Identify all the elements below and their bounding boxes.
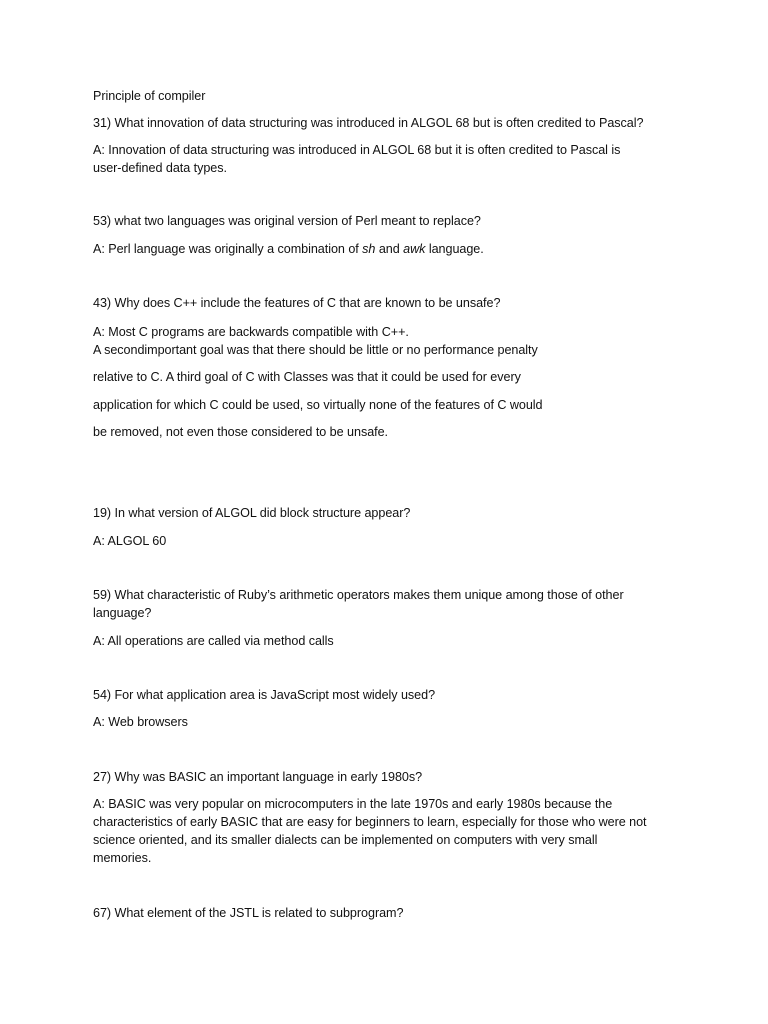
answer-31-line-2: user-defined data types. (93, 161, 227, 175)
question-59 (93, 586, 683, 622)
answer-54: A: Web browsers (93, 715, 188, 729)
answer-53-awk: awk (403, 242, 426, 256)
question-67: 67) What element of the JSTL is related to subprogram? (93, 906, 404, 920)
question-53: 53) what two languages was original version of Perl meant to replace? (93, 214, 481, 228)
answer-53-prefix: A: Perl language was originally a combination of (93, 242, 363, 256)
question-27: 27) Why was BASIC an important language in early 1980s? (93, 770, 423, 784)
answer-27-line-2: characteristics of early BASIC that are easy for beginners to learn, especially for those who were not (93, 815, 647, 829)
question-31: 31) What innovation of data structuring was introduced in ALGOL 68 but is often credited to Pascal? (93, 116, 644, 130)
answer-27-line-3: science oriented, and its smaller dialects can be implemented on computers with very small (93, 833, 598, 847)
answer-43-line-2: A secondimportant goal was that there should be little or no performance penalty (93, 343, 538, 357)
answer-27-line-1: A: BASIC was very popular on microcomputers in the late 1970s and early 1980s because the (93, 797, 613, 811)
answer-43-line-1: A: Most C programs are backwards compatible with C++. (93, 325, 409, 339)
answer-43-line-5: be removed, not even those considered to be unsafe. (93, 425, 389, 439)
answer-27-line-4: memories. (93, 851, 152, 865)
answer-53-suffix: language. (425, 242, 484, 256)
question-59-line-1: 59) What characteristic of Ruby’s arithmetic operators makes them unique among those of other (93, 588, 624, 602)
answer-59: A: All operations are called via method calls (93, 634, 334, 648)
question-43: 43) Why does C++ include the features of C that are known to be unsafe? (93, 296, 501, 310)
answer-27 (93, 795, 683, 867)
document-title: Principle of compiler (93, 89, 206, 103)
answer-31-line-1: A: Innovation of data structuring was introduced in ALGOL 68 but it is often credited to Pascal is (93, 143, 621, 157)
question-59-line-2: language? (93, 606, 152, 620)
answer-53 (93, 240, 484, 258)
answer-43-line-3: relative to C. A third goal of C with Classes was that it could be used for every (93, 370, 521, 384)
answer-31 (93, 141, 683, 177)
answer-43-line-4: application for which C could be used, so virtually none of the features of C would (93, 398, 543, 412)
question-19: 19) In what version of ALGOL did block structure appear? (93, 506, 411, 520)
question-54: 54) For what application area is JavaScript most widely used? (93, 688, 436, 702)
answer-53-mid: and (375, 242, 404, 256)
answer-19: A: ALGOL 60 (93, 534, 167, 548)
answer-53-sh: sh (362, 242, 376, 256)
